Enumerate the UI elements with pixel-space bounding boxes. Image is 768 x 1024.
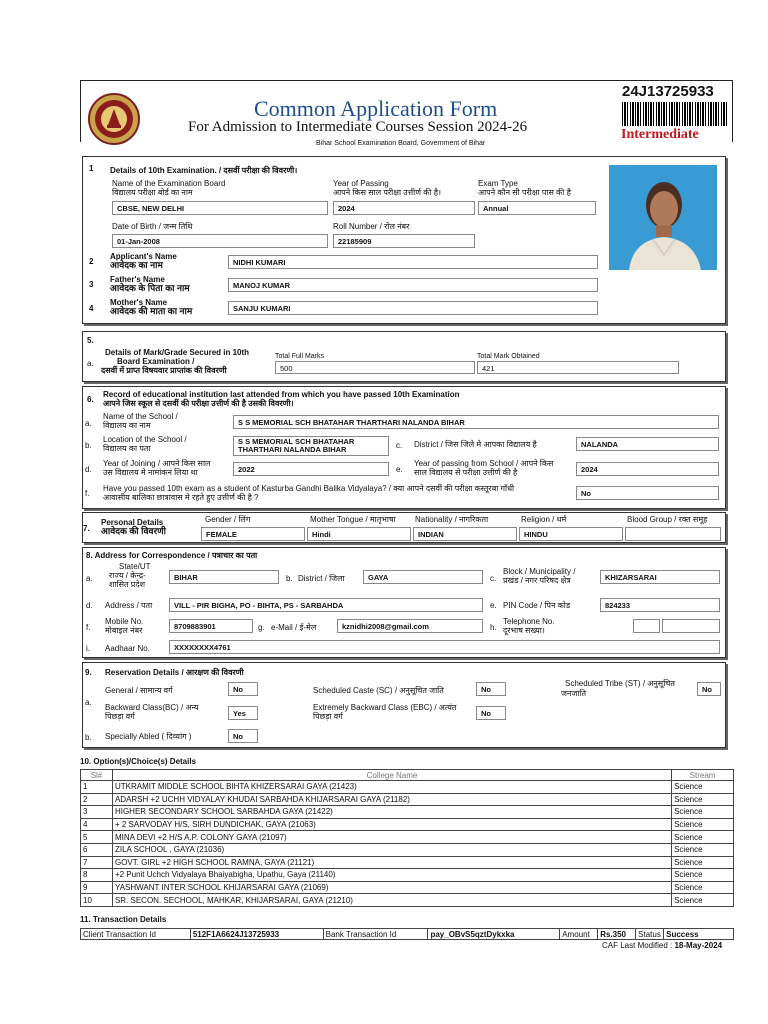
marks-label-3: दसवीं में प्राप्त विषयवार प्राप्तांक की विवरणी (101, 366, 227, 375)
table-row (81, 869, 734, 882)
school-location-field: S S MEMORIAL SCH BHATAHAR THARTHARI NALANDA BIHAR (233, 436, 389, 456)
school-district-field: NALANDA (576, 437, 719, 451)
stream-cell: Science (672, 881, 734, 894)
passing-year-label-en: Year of passing from School / आपने किस (414, 459, 554, 468)
college-cell: + 2 SARVODAY H/S, SIRH DUNDICHAK, GAYA (21063) (112, 818, 671, 831)
sub-index: b. (286, 574, 293, 583)
father-name-label-en: Father's Name (110, 275, 165, 284)
sub-index: f. (85, 489, 90, 498)
stream-cell: Science (672, 831, 734, 844)
college-cell: +2 Punit Uchch Vidyalaya Bhaiyabigha, Upathu, Gaya (21140) (112, 869, 671, 882)
aadhaar-label: Aadhaar No. (105, 644, 150, 653)
mother-name-label-en: Mother's Name (110, 298, 168, 307)
marks-label-1: Details of Mark/Grade Secured in 10th (105, 348, 250, 357)
applicant-name-field: NIDHI KUMARI (228, 255, 598, 269)
bc-field: Yes (228, 706, 258, 720)
sub-index: a. (86, 574, 93, 583)
total-full-field: 500 (275, 361, 475, 374)
school-heading-hi: आपने जिस स्कूल से दसवीं की परीक्षा उत्तीर्ण की है उसकी विवरणी। (103, 399, 294, 408)
table-row (81, 831, 734, 844)
sub-index: i. (86, 644, 90, 653)
school-location-label-hi: विद्यालय का पता (103, 444, 151, 453)
email-field: kznidhi2008@gmail.com (337, 619, 483, 633)
serial-cell: 9 (81, 881, 113, 894)
address-field: VILL - PIR BIGHA, PO - BIHTA, PS - SARBAHDA (169, 598, 483, 612)
stream-cell: Science (672, 894, 734, 907)
year-field: 2024 (333, 201, 475, 215)
bc-label-1: Backward Class(BC) / अन्य (105, 703, 199, 712)
serial-cell: 8 (81, 869, 113, 882)
serial-cell: 1 (81, 781, 113, 794)
nationality-label: Nationality / नागरिकता (415, 515, 489, 524)
stream-cell: Science (672, 869, 734, 882)
serial-cell: 2 (81, 793, 113, 806)
section-number: 2 (89, 257, 94, 266)
total-full-label: Total Full Marks (275, 353, 325, 360)
total-obtained-label: Total Mark Obtained (477, 353, 540, 360)
sub-index: g. (258, 623, 265, 632)
passing-year-field: 2024 (576, 462, 719, 476)
transaction-table (80, 928, 734, 940)
transaction-heading: 11. Transaction Details (80, 915, 167, 924)
address-district-label: District / जिला (298, 574, 345, 583)
religion-label: Religion / धर्म (521, 515, 567, 524)
stream-cell: Science (672, 781, 734, 794)
gender-label: Gender / लिंग (205, 515, 251, 524)
personal-label-hi: आवेदक की विवरणी (101, 526, 166, 536)
sub-index: f. (86, 623, 91, 632)
amount-value: Rs.350 (598, 929, 636, 940)
form-subtitle: For Admission to Intermediate Courses Session 2024-26 (188, 119, 528, 135)
serial-cell: 7 (81, 856, 113, 869)
bc-label-2: पिछड़ा वर्ग (105, 712, 135, 721)
bank-txn-value: pay_OBvS5qztDykxka (428, 929, 560, 940)
joining-year-label-hi: उस विद्यालय मे नामांकन लिया था (103, 468, 198, 477)
kgbv-label-hi: आवासीय बालिका छात्रावास मे रहते हुए उत्तीर्ण की है ? (103, 493, 259, 502)
table-header-row (81, 770, 734, 781)
section-number: 5. (87, 336, 94, 345)
pin-label: PIN Code / पिन कोड (503, 601, 571, 610)
college-cell: HIGHER SECONDARY SCHOOL SARBAHDA GAYA (21422) (112, 806, 671, 819)
section-5-marks (82, 331, 726, 382)
mobile-field: 8709883901 (169, 619, 253, 633)
column-header: College Name (112, 770, 671, 781)
sub-index: b. (85, 733, 92, 742)
sub-index: e. (396, 465, 403, 474)
section-7-personal (82, 512, 726, 543)
ebc-label-1: Extremely Backward Class (EBC) / अत्यंत (313, 703, 457, 712)
table-row (81, 793, 734, 806)
college-cell: UTKRAMIT MIDDLE SCHOOL BIHTA KHIZERSARAI GAYA (21423) (112, 781, 671, 794)
ebc-label-2: पिछड़ा वर्ग (313, 712, 343, 721)
state-field: BIHAR (169, 570, 279, 584)
dob-label: Date of Birth / जन्म तिथि (112, 222, 193, 231)
stream-badge: Intermediate (621, 127, 699, 142)
email-label: e-Mail / ई-मेल (271, 623, 317, 632)
school-name-field: S S MEMORIAL SCH BHATAHAR THARTHARI NALANDA BIHAR (233, 415, 719, 429)
section-number: 1 (89, 164, 94, 173)
blood-group-field (625, 527, 721, 541)
year-label-hi: आपने किस साल परीक्षा उत्तीर्ण की है। (333, 188, 441, 197)
last-modified-value: 18-May-2024 (674, 941, 723, 950)
bseb-emblem-icon (88, 93, 140, 145)
last-modified-label: CAF Last Modified : (602, 941, 673, 950)
school-name-label-hi: विद्यालय का नाम (103, 421, 151, 430)
religion-field: HINDU (519, 527, 623, 541)
barcode-icon (622, 102, 728, 126)
table-row (81, 856, 734, 869)
personal-label-en: Personal Details (101, 518, 164, 527)
block-label-1: Block / Municipality / (503, 567, 576, 576)
aadhaar-field: XXXXXXXX4761 (169, 640, 720, 654)
sub-index: c. (396, 441, 403, 450)
sub-index: b. (85, 441, 92, 450)
section-6-school (82, 386, 726, 509)
board-name: Bihar School Examination Board, Government of Bihar (316, 140, 486, 147)
table-row (81, 894, 734, 907)
mobile-label-hi: मोबाइल नंबर (105, 626, 143, 635)
client-txn-label: Client Transaction Id (81, 929, 191, 940)
dob-field: 01-Jan-2008 (112, 234, 328, 248)
registration-number: 24J13725933 (622, 83, 714, 100)
college-cell: ADARSH +2 UCHH VIDYALAY KHUDAI SARBAHDA KHIJARSARAI GAYA (21182) (112, 793, 671, 806)
address-heading: 8. Address for Correspondence / पत्राचार का पता (86, 551, 258, 560)
pin-field: 824233 (600, 598, 720, 612)
telephone-number-field (662, 619, 720, 633)
college-cell: ZILA SCHOOL , GAYA (21036) (112, 843, 671, 856)
serial-cell: 3 (81, 806, 113, 819)
table-row (81, 881, 734, 894)
specially-abled-label: Specially Abled ( दिव्यांग ) (105, 732, 192, 741)
school-name-label-en: Name of the School / (103, 412, 178, 421)
college-cell: YASHWANT INTER SCHOOL KHIJARSARAI GAYA (21069) (112, 881, 671, 894)
sub-index: a. (85, 419, 92, 428)
amount-label: Amount (560, 929, 598, 940)
address-label: Address / पता (105, 601, 153, 610)
section-number: 9. (85, 668, 92, 677)
sub-index: c. (490, 574, 497, 583)
sub-index: h. (490, 623, 497, 632)
exam-type-label-hi: आपने कौन सी परीक्षा पास की है (478, 188, 571, 197)
table-row (81, 818, 734, 831)
section-number: 4 (89, 304, 94, 313)
mobile-label-en: Mobile No. (105, 617, 144, 626)
table-row (81, 843, 734, 856)
address-district-field: GAYA (363, 570, 483, 584)
applicant-name-label-en: Applicant's Name (110, 252, 177, 261)
mother-tongue-field: Hindi (307, 527, 411, 541)
serial-cell: 5 (81, 831, 113, 844)
mother-name-field: SANJU KUMARI (228, 301, 598, 315)
sc-field: No (476, 682, 506, 696)
block-label-2: प्रखंड / नगर परिषद क्षेत्र (503, 576, 571, 585)
sub-index: a. (85, 698, 92, 707)
st-field: No (697, 682, 721, 696)
board-label-hi: विद्यालय परीक्षा बोर्ड का नाम (112, 188, 193, 197)
school-location-label-en: Location of the School / (103, 435, 187, 444)
college-cell: SR. SECON. SECHOOL, MAHKAR, KHIJARSARAI, GAYA (21210) (112, 894, 671, 907)
block-field: KHIZARSARAI (600, 570, 720, 584)
stream-cell: Science (672, 856, 734, 869)
joining-year-field: 2022 (233, 462, 389, 476)
marks-label-2: Board Examination / (117, 357, 195, 366)
section-9-reservation (82, 662, 726, 748)
serial-cell: 10 (81, 894, 113, 907)
telephone-label-hi: दूरभाष सख्या। (503, 626, 545, 635)
telephone-label-en: Telephone No. (503, 617, 555, 626)
form-title: Common Application Form (254, 96, 498, 121)
column-header: Stream (672, 770, 734, 781)
state-label-1: State/UT (119, 562, 151, 571)
section-number: 3 (89, 280, 94, 289)
kgbv-label-en: Have you passed 10th exam as a student of Kasturba Gandhi Balika Vidyalaya? / क्या आपने दसवीं की परीक्षा कस्तूरबा गाँधी (103, 484, 515, 493)
college-cell: MINA DEVI +2 H/S A.P. COLONY GAYA (21097) (112, 831, 671, 844)
status-label: Status (636, 929, 664, 940)
gender-field: FEMALE (201, 527, 305, 541)
st-label-2: जनजाति (561, 689, 587, 698)
blood-group-label: Blood Group / रक्त समूह (627, 515, 708, 524)
st-label-1: Scheduled Tribe (ST) / अनुसूचित (565, 679, 675, 688)
passing-year-label-hi: साल विद्यालय से परीक्षा उत्तीर्ण की है (414, 468, 518, 477)
board-field: CBSE, NEW DELHI (112, 201, 328, 215)
column-header: Sl# (81, 770, 113, 781)
applicant-photo-icon (609, 165, 717, 270)
sc-label: Scheduled Caste (SC) / अनुसूचित जाति (313, 686, 444, 695)
serial-cell: 6 (81, 843, 113, 856)
section-number: 6. (87, 395, 94, 404)
mother-tongue-label: Mother Tongue / मातृभाषा (310, 515, 396, 524)
year-label-en: Year of Passing (333, 179, 389, 188)
specially-abled-field: No (228, 729, 258, 743)
state-label-2: राज्य / केन्द्र- (109, 571, 146, 580)
last-modified (602, 941, 722, 950)
general-label: General / सामान्य वर्ग (105, 686, 173, 695)
status-value: Success (664, 929, 734, 940)
applicant-name-label-hi: आवेदक का नाम (110, 260, 163, 270)
serial-cell: 4 (81, 818, 113, 831)
state-label-3: शासित प्रदेश (109, 580, 146, 589)
bank-txn-label: Bank Transaction Id (323, 929, 428, 940)
options-table (80, 769, 734, 907)
telephone-std-field (633, 619, 660, 633)
section-heading: Details of 10th Examination. / दसवीं परीक्षा की विवरणी। (110, 166, 298, 175)
section-8-address (82, 547, 726, 658)
sub-index: e. (490, 601, 497, 610)
total-obtained-field: 421 (477, 361, 679, 374)
options-heading: 10. Option(s)/Choice(s) Details (80, 757, 197, 766)
father-name-field: MANOJ KUMAR (228, 278, 598, 292)
father-name-label-hi: आवेदक के पिता का नाम (110, 283, 190, 293)
kgbv-field: No (576, 486, 719, 500)
sub-index: d. (85, 465, 92, 474)
joining-year-label-en: Year of Joining / आपने किस साल (103, 459, 211, 468)
nationality-field: INDIAN (413, 527, 517, 541)
exam-type-field: Annual (478, 201, 596, 215)
stream-cell: Science (672, 818, 734, 831)
school-heading-en: Record of educational institution last attended from which you have passed 10th Examination (103, 390, 460, 399)
client-txn-value: 512F1A6624J13725933 (190, 929, 323, 940)
school-district-label: District / जिस जिले मे आपका विद्यालय है (414, 440, 537, 449)
board-label-en: Name of the Examination Board (112, 179, 226, 188)
section-1-exam-details (82, 156, 726, 324)
ebc-field: No (476, 706, 506, 720)
stream-cell: Science (672, 793, 734, 806)
general-field: No (228, 682, 258, 696)
table-row (81, 929, 734, 940)
stream-cell: Science (672, 843, 734, 856)
sub-index: d. (86, 601, 93, 610)
roll-field: 22185909 (333, 234, 475, 248)
section-number: 7. (83, 524, 90, 533)
reservation-heading: Reservation Details / आरक्षण की विवरणी (105, 668, 244, 677)
table-row (81, 781, 734, 794)
table-row (81, 806, 734, 819)
stream-cell: Science (672, 806, 734, 819)
mother-name-label-hi: आवेदक की माता का नाम (110, 306, 193, 316)
exam-type-label-en: Exam Type (478, 179, 518, 188)
college-cell: GOVT. GIRL +2 HIGH SCHOOL RAMNA, GAYA (21121) (112, 856, 671, 869)
roll-label: Roll Number / रोल नंबर (333, 222, 410, 231)
sub-index: a. (87, 359, 94, 368)
